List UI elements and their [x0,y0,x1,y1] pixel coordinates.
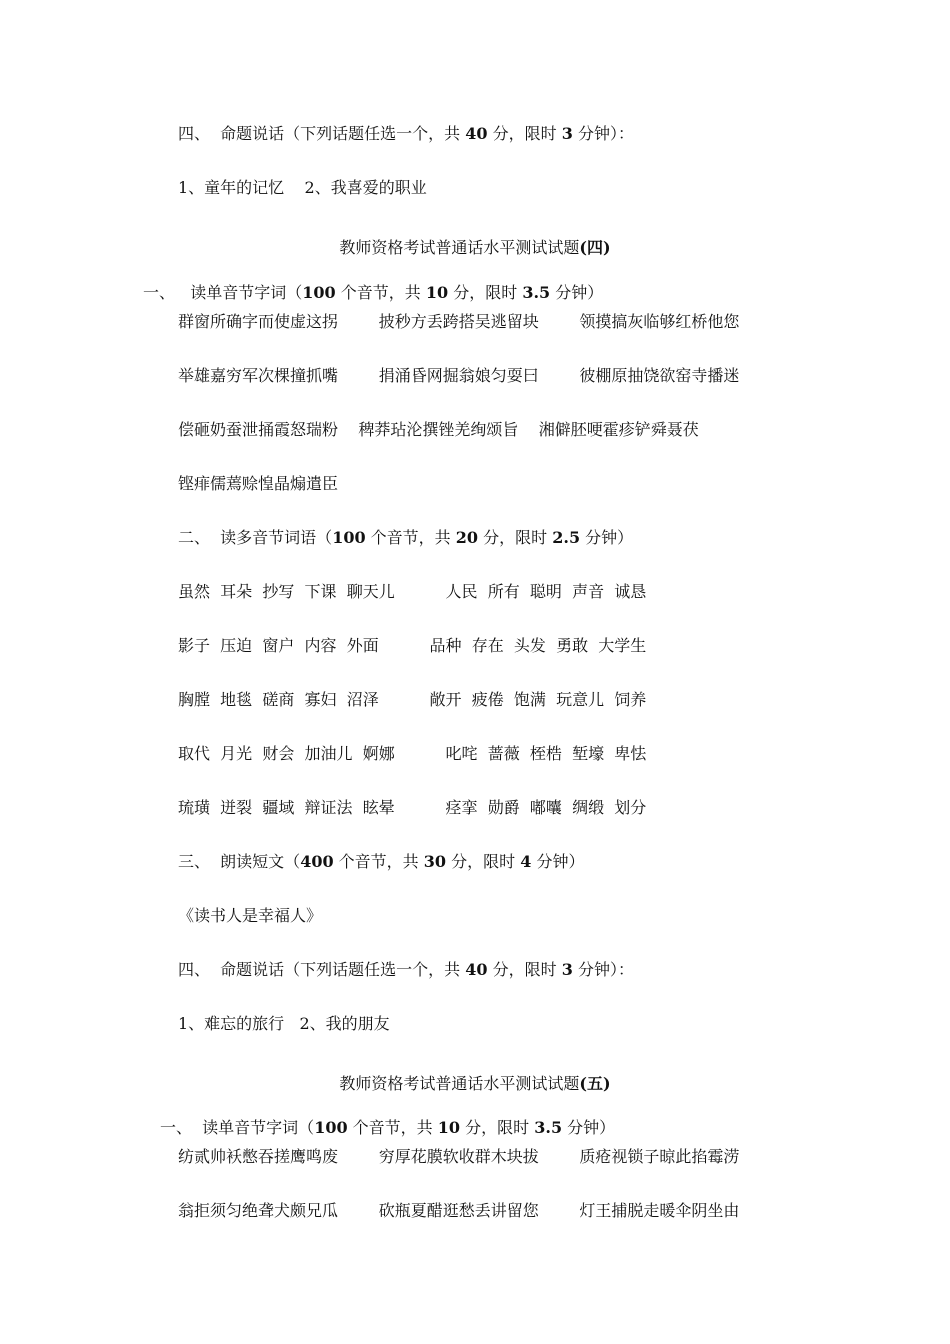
word-row: 琉璜 迸裂 疆域 辩证法 眩晕 痉挛 勋爵 嘟囔 绸缎 划分 [178,798,647,817]
section-four-heading: 四、 命题说话（下列话题任选一个，共 40 分，限时 3 分钟）： [178,124,634,143]
test-five-title: 教师资格考试普通话水平测试试题(五) [339,1074,611,1093]
test-five-section-one-heading: 一、 读单音节字词（100 个音节，共 10 分，限时 3.5 分钟） [160,1118,616,1137]
syllable-row: 纺贰帅袄憋吞搓鹰鸣废 穷厚花膜软收群木块拔 质疮视锁子晾此掐霉涝 [178,1147,740,1166]
test-four-section-four-heading: 四、 命题说话（下列话题任选一个，共 40 分，限时 3 分钟）： [178,960,634,979]
syllable-row: 偿砸奶蚕泄捅霞怒瑞粉 稗莽玷沦撰锉羌绚颂旨 湘僻胚哽霍疹铲舜聂茯 [178,420,699,439]
test-four-section-three-heading: 三、 朗读短文（400 个音节，共 30 分，限时 4 分钟） [178,852,585,871]
word-row: 影子 压迫 窗户 内容 外面 品种 存在 头发 勇敢 大学生 [178,636,647,655]
syllable-row: 铿痱儒蔫赊惶晶煽遣臣 [178,474,339,493]
word-row: 胸膛 地毯 磋商 寡妇 沼泽 敞开 疲倦 饱满 玩意儿 饲养 [178,690,647,709]
syllable-row: 群窗所确字而使虚这拐 披秒方丢跨搭吴逃留块 领摸搞灰临够红桥他您 [178,312,740,331]
syllable-row: 翁拒须匀绝聋犬颇兄瓜 砍瓶夏醋逛愁丢讲留您 灯王捕脱走暖伞阴坐由 [178,1201,740,1220]
passage-title: 《读书人是幸福人》 [178,906,323,925]
word-row: 虽然 耳朵 抄写 下课 聊天儿 人民 所有 聪明 声音 诚恳 [178,582,647,601]
section-four-topics: 1、童年的记忆 2、我喜爱的职业 [178,178,427,197]
test-four-section-two-heading: 二、 读多音节词语（100 个音节，共 20 分，限时 2.5 分钟） [178,528,634,547]
test-four-topics: 1、难忘的旅行 2、我的朋友 [178,1014,390,1033]
test-four-title: 教师资格考试普通话水平测试试题(四) [339,238,611,257]
test-four-section-one-heading: 一、 读单音节字词（100 个音节，共 10 分，限时 3.5 分钟） [143,283,604,302]
word-row: 取代 月光 财会 加油儿 婀娜 叱咤 蔷薇 桎梏 堑壕 卑怯 [178,744,647,763]
syllable-row: 举雄嘉穷军次棵撞抓嘴 捐涌昏网掘翁娘匀耍曰 彼棚原抽饶欲窑寺播迷 [178,366,740,385]
